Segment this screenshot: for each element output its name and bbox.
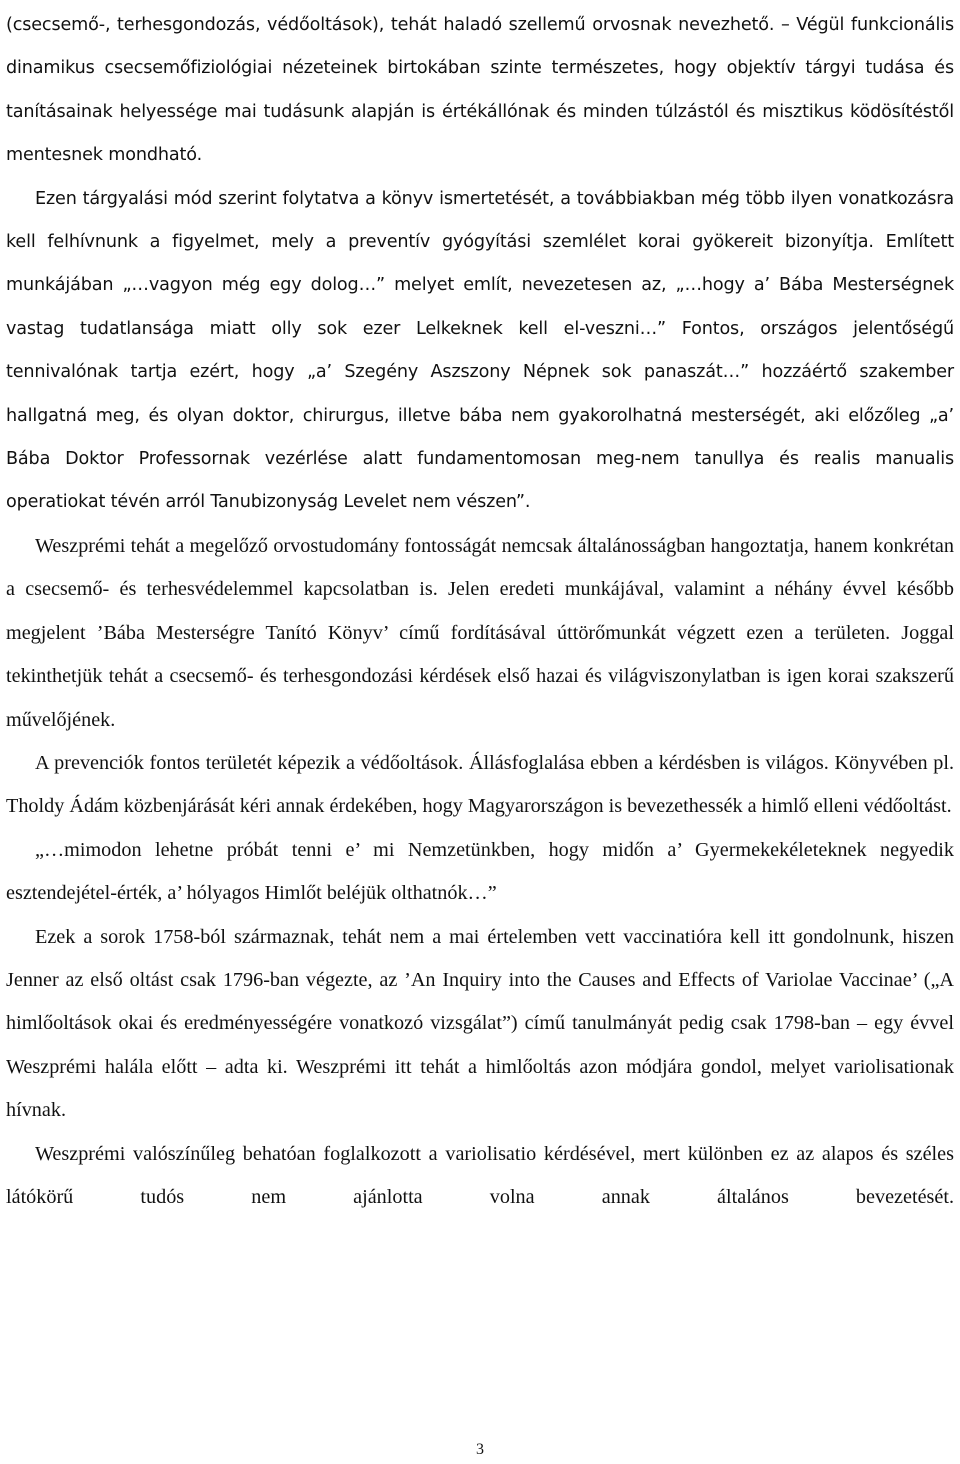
paragraph-1: (csecsemő-, terhesgondozás, védőoltások), tehát haladó szellemű orvosnak nevezhető. – Végül funkcionális dinamikus csecsemőfiziológiai nézeteinek birtokában szinte természetes, hogy objektív tárgyi tudása és tanításainak helyessége mai tudásunk alapján is értékállónak és minden túlzástól és misztikus ködösítéstől mentesnek mondható. (6, 15, 954, 166)
paragraph-7: Weszprémi valószínűleg behatóan foglalkozott a variolisatio kérdésével, mert különben ez az alapos és széles látókörű tudós nem ajánlotta volna annak általános bevezetését. (6, 1142, 954, 1208)
page-number: 3 (476, 1441, 484, 1458)
document-page (6, 4, 954, 1219)
paragraph-2: Ezen tárgyalási mód szerint folytatva a könyv ismertetését, a továbbiakban még több ilyen vonatkozásra kell felhívnunk a figyelmet, mely a preventív gyógyítási szemlélet korai gyökereit bizonyítja. Említett munkájában „…vagyon még egy dolog…” melyet említ, nevezetesen az, „…hogy a’ Bába Mesterségnek vastag tudatlansága miatt olly sok ezer Lelkeknek kell el-veszni…” Fontos, országos jelentőségű tennivalónak tartja ezért, hogy „a’ Szegény Aszszony Népnek sok panaszát…” hozzáértő szakember hallgatná meg, és olyan doktor, chirurgus, illetve bába nem gyakorolhatná mesterségét, aki előzőleg „a’ Bába Doktor Professornak vezérlése alatt fundamentomosan meg-nem tanullya és realis manualis operatiokat tévén arról Tanubizonyság Levelet nem vészen”. (6, 188, 954, 513)
paragraph-3: Weszprémi tehát a megelőző orvostudomány fontosságát nemcsak általánosságban hangoztatja, hanem konkrétan a csecsemő- és terhesvédelemmel kapcsolatban is. Jelen eredeti munkájával, valamint a néhány évvel később megjelent ’Bába Mesterségre Tanító Könyv’ című fordításával úttörőmunkát végzett ezen a területen. Joggal tekinthetjük tehát a csecsemő- és terhesgondozási kérdések első hazai és világviszonylatban is igen korai szakszerű művelőjének. (6, 534, 954, 731)
quotation-paragraph: „…mimodon lehetne próbát tenni e’ mi Nemzetünkben, hogy midőn a’ Gyermekekéleteknek negyedik esztendejétel-érték, a’ hólyagos Himlőt beléjük olthatnók…” (6, 838, 954, 905)
paragraph-4: A prevenciók fontos területét képezik a védőoltások. Állásfoglalása ebben a kérdésben is világos. Könyvében pl. Tholdy Ádám közbenjárását kéri annak érdekében, hogy Magyarországon is bevezethessék a himlő elleni védőoltást. (6, 751, 954, 818)
paragraph-6: Ezek a sorok 1758-ból származnak, tehát nem a mai értelemben vett vaccinatióra kell itt gondolnunk, hiszen Jenner az első oltást csak 1796-ban végezte, az ’An Inquiry into the Causes and Effects of Variolae Vaccinae’ („A himlőoltások okai és eredményességére vonatkozó vizsgálat”) című tanulmányát pedig csak 1798-ban – egy évvel Weszprémi halála előtt – adta ki. Weszprémi itt tehát a himlőoltás azon módjára gondol, melyet variolisationak hívnak. (6, 925, 954, 1122)
